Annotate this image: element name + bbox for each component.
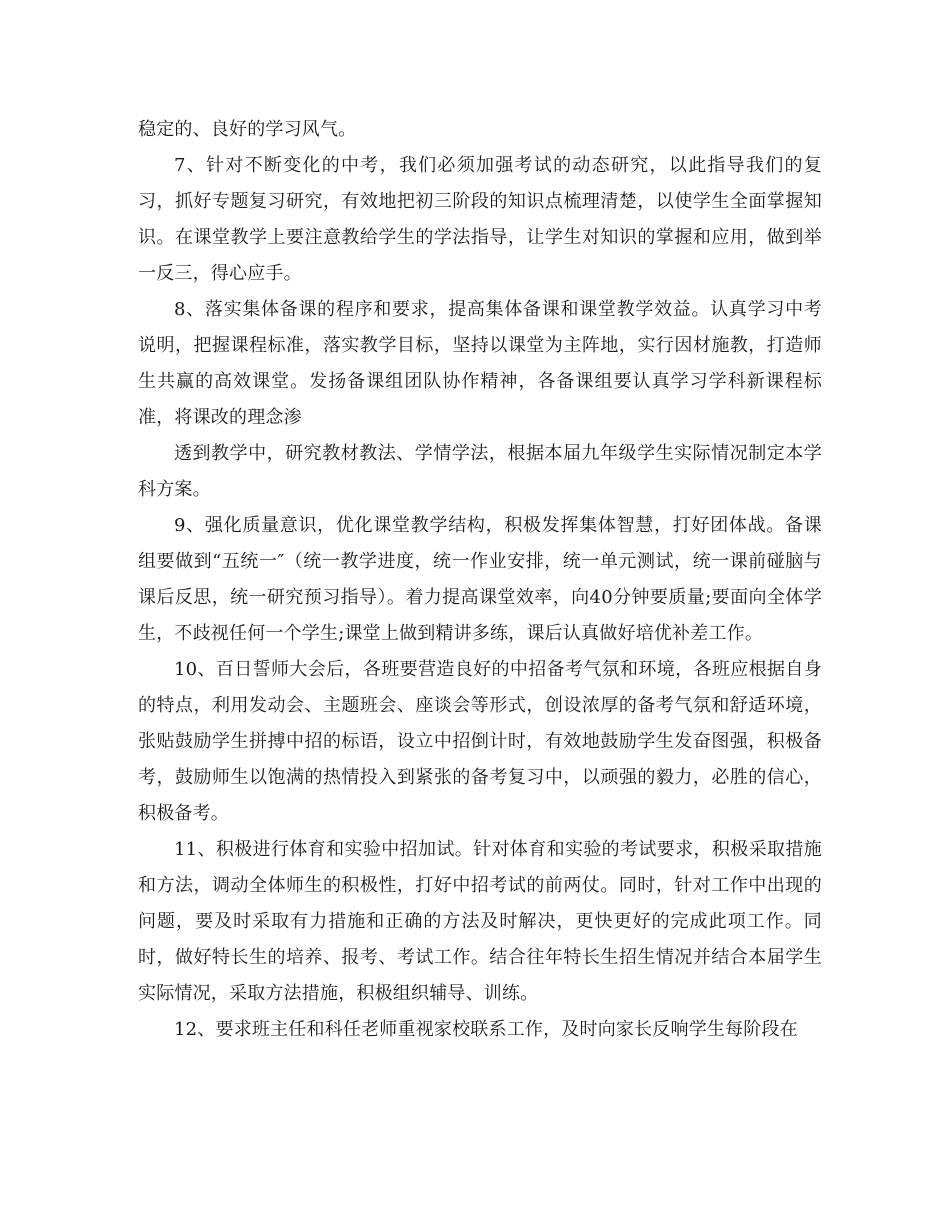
document-body bbox=[138, 112, 822, 1048]
paragraph-item-8-continued: 透到教学中，研究教材教法、学情学法，根据本届九年级学生实际情况制定本学科方案。 bbox=[138, 443, 822, 500]
paragraph-continuation: 稳定的、良好的学习风气。 bbox=[138, 119, 357, 140]
paragraph-item-9: 9、强化质量意识，优化课堂教学结构，积极发挥集体智慧，打好团体战。备课组要做到“五统一″（统一教学进度，统一作业安排，统一单元测试，统一课前碰脑与课后反思，统一研究预习指导）。着力提高课堂效率，向40分钟要质量;要面向全体学生，不歧视任何一个学生;课堂上做到精讲多练，课后认真做好培优补差工作。 bbox=[138, 515, 822, 644]
paragraph-item-11: 11、积极进行体育和实验中招加试。针对体育和实验的考试要求，积极采取措施和方法，调动全体师生的积极性，打好中招考试的前两仗。同时，针对工作中出现的问题，要及时采取有力措施和正确的方法及时解决，更快更好的完成此项工作。同时，做好特长生的培养、报考、考试工作。结合往年特长生招生情况并结合本届学生实际情况，采取方法措施，积极组织辅导、训练。 bbox=[138, 839, 822, 1004]
paragraph-item-10: 10、百日誓师大会后，各班要营造良好的中招备考气氛和环境，各班应根据自身的特点，利用发动会、主题班会、座谈会等形式，创设浓厚的备考气氛和舒适环境，张贴鼓励学生拼搏中招的标语，设立中招倒计时，有效地鼓励学生发奋图强，积极备考，鼓励师生以饱满的热情投入到紧张的备考复习中，以顽强的毅力，必胜的信心，积极备考。 bbox=[138, 659, 822, 824]
paragraph-item-12: 12、要求班主任和科任老师重视家校联系工作，及时向家长反响学生每阶段在 bbox=[174, 1019, 798, 1040]
paragraph-item-8: 8、落实集体备课的程序和要求，提高集体备课和课堂教学效益。认真学习中考说明，把握课程标准，落实教学目标，坚持以课堂为主阵地，实行因材施教，打造师生共赢的高效课堂。发扬备课组团队协作精神，各备课组要认真学习学科新课程标准，将课改的理念渗 bbox=[138, 299, 822, 428]
paragraph-item-7: 7、针对不断变化的中考，我们必须加强考试的动态研究，以此指导我们的复习，抓好专题复习研究，有效地把初三阶段的知识点梳理清楚，以使学生全面掌握知识。在课堂教学上要注意教给学生的学法指导，让学生对知识的掌握和应用，做到举一反三，得心应手。 bbox=[138, 155, 822, 284]
